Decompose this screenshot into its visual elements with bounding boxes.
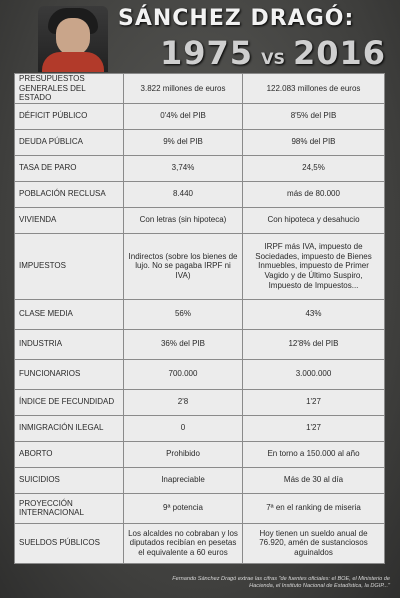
value-1975: 9% del PIB <box>124 129 243 155</box>
table-row <box>15 523 385 563</box>
portrait-photo <box>38 6 108 72</box>
value-1975: 8.440 <box>124 181 243 207</box>
value-1975: 56% <box>124 299 243 329</box>
header <box>0 0 400 73</box>
value-2016: 8'5% del PIB <box>243 103 385 129</box>
row-label: VIVIENDA <box>15 207 124 233</box>
row-label: SUELDOS PÚBLICOS <box>15 523 124 563</box>
value-2016: 122.083 millones de euros <box>243 74 385 104</box>
value-1975: 0'4% del PIB <box>124 103 243 129</box>
row-label: ÍNDICE DE FECUNDIDAD <box>15 389 124 415</box>
value-1975: 9ª potencia <box>124 493 243 523</box>
value-1975: 3.822 millones de euros <box>124 74 243 104</box>
table-row <box>15 207 385 233</box>
table-row <box>15 299 385 329</box>
value-2016: 7ª en el ranking de miseria <box>243 493 385 523</box>
value-1975: Prohibido <box>124 441 243 467</box>
table-row <box>15 155 385 181</box>
value-2016: 12'8% del PIB <box>243 329 385 359</box>
value-1975: Los alcaldes no cobraban y los diputados recibían en pesetas el equivalente a 60 euros <box>124 523 243 563</box>
row-label: POBLACIÓN RECLUSA <box>15 181 124 207</box>
value-2016: 43% <box>243 299 385 329</box>
value-1975: 0 <box>124 415 243 441</box>
value-1975: 36% del PIB <box>124 329 243 359</box>
table-row <box>15 233 385 299</box>
row-label: INMIGRACIÓN ILEGAL <box>15 415 124 441</box>
table-row <box>15 359 385 389</box>
vs-label: VS <box>261 49 285 68</box>
row-label: TASA DE PARO <box>15 155 124 181</box>
year-left: 1975 <box>160 34 254 72</box>
value-1975: 700.000 <box>124 359 243 389</box>
row-label: SUICIDIOS <box>15 467 124 493</box>
year-right: 2016 <box>292 34 387 72</box>
value-1975: Indirectos (sobre los bienes de lujo. No se pagaba IRPF ni IVA) <box>124 233 243 299</box>
row-label: IMPUESTOS <box>15 233 124 299</box>
table-row <box>15 329 385 359</box>
value-1975: 2'8 <box>124 389 243 415</box>
value-2016: Con hipoteca y desahucio <box>243 207 385 233</box>
value-2016: 98% del PIB <box>243 129 385 155</box>
value-1975: Con letras (sin hipoteca) <box>124 207 243 233</box>
table-row <box>15 129 385 155</box>
table-row <box>15 74 385 104</box>
table-row <box>15 181 385 207</box>
poster-title: SÁNCHEZ DRAGÓ: <box>118 6 355 31</box>
source-footnote: Fernando Sánchez Dragó extrae las cifras "de fuentes oficiales: el BOE, el Ministerio de Hacienda, el Instituto Nacional de Estadística, la DGIP..." <box>172 576 390 589</box>
row-label: CLASE MEDIA <box>15 299 124 329</box>
value-2016: Hoy tienen un sueldo anual de 76.920, amén de sustanciosos aguinaldos <box>243 523 385 563</box>
value-1975: Inapreciable <box>124 467 243 493</box>
table-row <box>15 441 385 467</box>
row-label: PROYECCIÓN INTERNACIONAL <box>15 493 124 523</box>
value-2016: 1'27 <box>243 389 385 415</box>
value-2016: 3.000.000 <box>243 359 385 389</box>
table-row <box>15 103 385 129</box>
row-label: DEUDA PÚBLICA <box>15 129 124 155</box>
row-label: ABORTO <box>15 441 124 467</box>
value-2016: 1'27 <box>243 415 385 441</box>
value-2016: Más de 30 al día <box>243 467 385 493</box>
table-row <box>15 415 385 441</box>
value-1975: 3,74% <box>124 155 243 181</box>
value-2016: más de 80.000 <box>243 181 385 207</box>
value-2016: 24,5% <box>243 155 385 181</box>
row-label: DÉFICIT PÚBLICO <box>15 103 124 129</box>
comparison-table <box>14 73 385 564</box>
row-label: FUNCIONARIOS <box>15 359 124 389</box>
row-label: PRESUPUESTOS GENERALES DEL ESTADO <box>15 74 124 104</box>
table-row <box>15 467 385 493</box>
value-2016: IRPF más IVA, impuesto de Sociedades, impuesto de Bienes Inmuebles, impuesto de Primer Vagido y de Último Suspiro, Impuesto de Impuestos... <box>243 233 385 299</box>
value-2016: En torno a 150.000 al año <box>243 441 385 467</box>
row-label: INDUSTRIA <box>15 329 124 359</box>
years-heading <box>160 34 394 72</box>
table-row <box>15 389 385 415</box>
table-row <box>15 493 385 523</box>
